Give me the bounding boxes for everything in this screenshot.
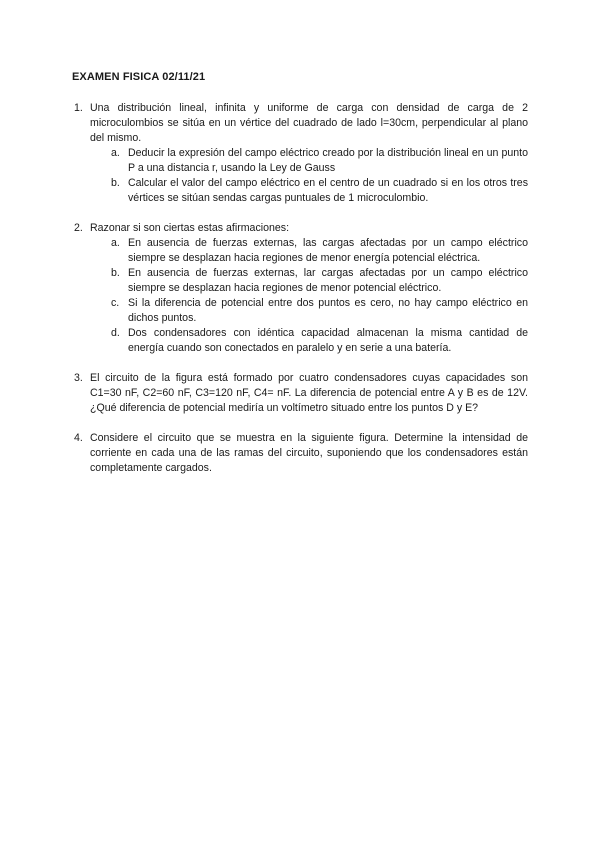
exam-title: EXAMEN FISICA 02/11/21	[72, 71, 206, 83]
question-number: 3.	[74, 372, 83, 384]
sub-question-letter: c.	[111, 297, 120, 309]
question-text: Una distribución lineal, infinita y uniforme de carga con densidad de carga de 2 microculombios se sitúa en un vértice del cuadrado de lado l=30cm, perpendicular al plano del mismo.	[90, 102, 528, 144]
sub-question-2a	[90, 236, 528, 266]
question-text: Considere el circuito que se muestra en la siguiente figura. Determine la intensidad de corriente en cada una de las ramas del circuito, suponiendo que los condensadores están completamente cargados.	[90, 432, 528, 474]
question-text: Razonar si son ciertas estas afirmaciones:	[90, 222, 290, 234]
question-number: 2.	[74, 222, 83, 234]
question-number: 1.	[74, 102, 83, 114]
sub-question-1b	[90, 176, 528, 206]
sub-question-list	[90, 236, 528, 356]
sub-question-letter: a.	[111, 147, 120, 159]
sub-question-letter: b.	[111, 177, 120, 189]
sub-question-text: Si la diferencia de potencial entre dos puntos es cero, no hay campo eléctrico en dichos puntos.	[128, 297, 528, 324]
question-4	[72, 431, 528, 476]
question-list	[72, 101, 528, 491]
question-3	[72, 371, 528, 416]
sub-question-text: Calcular el valor del campo eléctrico en el centro de un cuadrado si en los otros tres vértices se sitúan sendas cargas puntuales de 1 microculombio.	[128, 177, 528, 204]
sub-question-1a	[90, 146, 528, 176]
sub-question-2d	[90, 326, 528, 356]
question-2	[72, 221, 528, 356]
sub-question-letter: d.	[111, 327, 120, 339]
question-number: 4.	[74, 432, 83, 444]
sub-question-letter: b.	[111, 267, 120, 279]
question-text: El circuito de la figura está formado por cuatro condensadores cuyas capacidades son C1=30 nF, C2=60 nF, C3=120 nF, C4= nF. La diferencia de potencial entre A y B es de 12V. ¿Qué diferencia de potencial mediría un voltímetro situado entre los puntos D y E?	[90, 372, 528, 414]
sub-question-2c	[90, 296, 528, 326]
sub-question-list	[90, 146, 528, 206]
sub-question-2b	[90, 266, 528, 296]
question-1	[72, 101, 528, 206]
sub-question-text: En ausencia de fuerzas externas, lar cargas afectadas por un campo eléctrico siempre se desplazan hacia regiones de menor potencial eléctrico.	[128, 267, 528, 294]
sub-question-text: Dos condensadores con idéntica capacidad almacenan la misma cantidad de energía cuando son conectados en paralelo y en serie a una batería.	[128, 327, 528, 354]
sub-question-text: Deducir la expresión del campo eléctrico creado por la distribución lineal en un punto P a una distancia r, usando la Ley de Gauss	[128, 147, 528, 174]
sub-question-text: En ausencia de fuerzas externas, las cargas afectadas por un campo eléctrico siempre se desplazan hacia regiones de menor energía potencial eléctrica.	[128, 237, 528, 264]
sub-question-letter: a.	[111, 237, 120, 249]
